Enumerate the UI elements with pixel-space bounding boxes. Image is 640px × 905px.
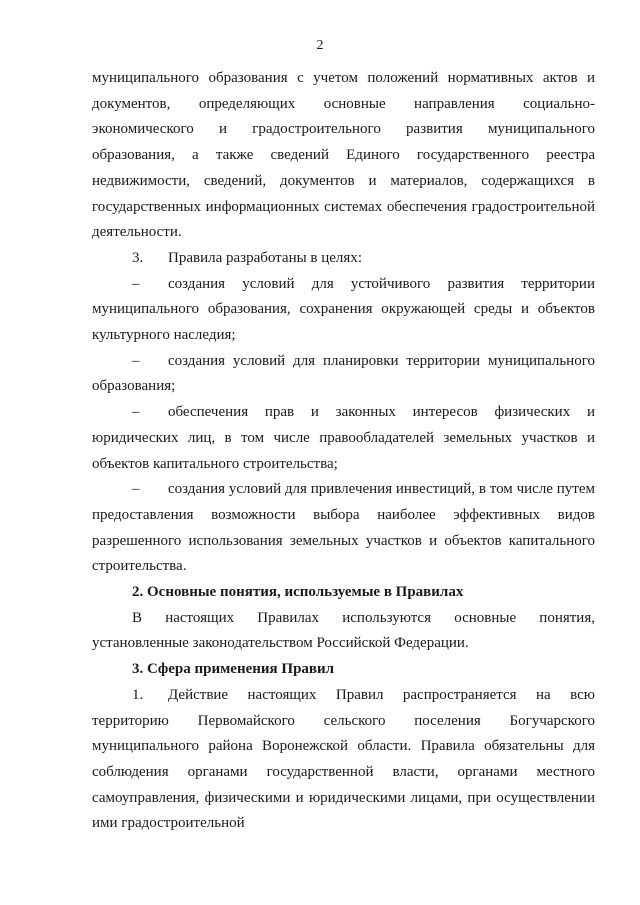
goal-item-4: [92, 477, 595, 580]
item-text: Действие настоящих Правил распространяется на всю территорию Первомайского сельского поселения Богучарского муниципального района Воронежской области. Правила обязательны для соблюдения органами государственной власти, органами местного самоуправления, физическими и юридическими лицами, при осуществлении ими градостроительной: [92, 686, 595, 832]
section-heading-2: 2. Основные понятия, используемые в Правилах: [132, 584, 464, 601]
dash-bullet: –: [132, 481, 140, 498]
dash-bullet: –: [132, 404, 140, 421]
paragraph-continuation: муниципального образования с учетом положений нормативных актов и документов, определяющих основные направления социально-экономического и градостроительного развития муниципального образования, а также сведений Единого государственного реестра недвижимости, сведений, документов и материалов, содержащихся в государственных информационных системах обеспечения градостроительной деятельности.: [92, 70, 595, 241]
item-text: Правила разработаны в целях:: [168, 249, 362, 266]
goal-text: обеспечения прав и законных интересов физических и юридических лиц, в том числе правообладателей земельных участков и объектов капитального строительства;: [92, 404, 595, 472]
dash-bullet: –: [132, 275, 140, 292]
numbered-item-3: [92, 246, 595, 272]
document-body: [92, 66, 595, 837]
goal-text: создания условий для устойчивого развития территории муниципального образования, сохранения окружающей среды и объектов культурного наследия;: [92, 275, 595, 344]
paragraph-definitions: В настоящих Правилах используются основные понятия, установленные законодательством Российской Федерации.: [92, 609, 595, 652]
goal-item-3: [92, 400, 595, 477]
dash-bullet: –: [132, 352, 140, 369]
section-heading-3: 3. Сфера применения Правил: [132, 661, 335, 678]
goal-item-2: [92, 349, 595, 400]
goal-text: создания условий для привлечения инвестиций, в том числе путем предоставления возможности выбора наиболее эффективных видов разрешенного использования земельных участков и объектов капитального строительства.: [92, 481, 595, 575]
goal-text: создания условий для планировки территории муниципального образования;: [92, 352, 595, 395]
item-number: 3.: [132, 249, 144, 266]
numbered-item-1: [92, 683, 595, 837]
item-number: 1.: [132, 686, 144, 703]
goal-item-1: [92, 272, 595, 349]
page-number: 2: [316, 38, 324, 53]
